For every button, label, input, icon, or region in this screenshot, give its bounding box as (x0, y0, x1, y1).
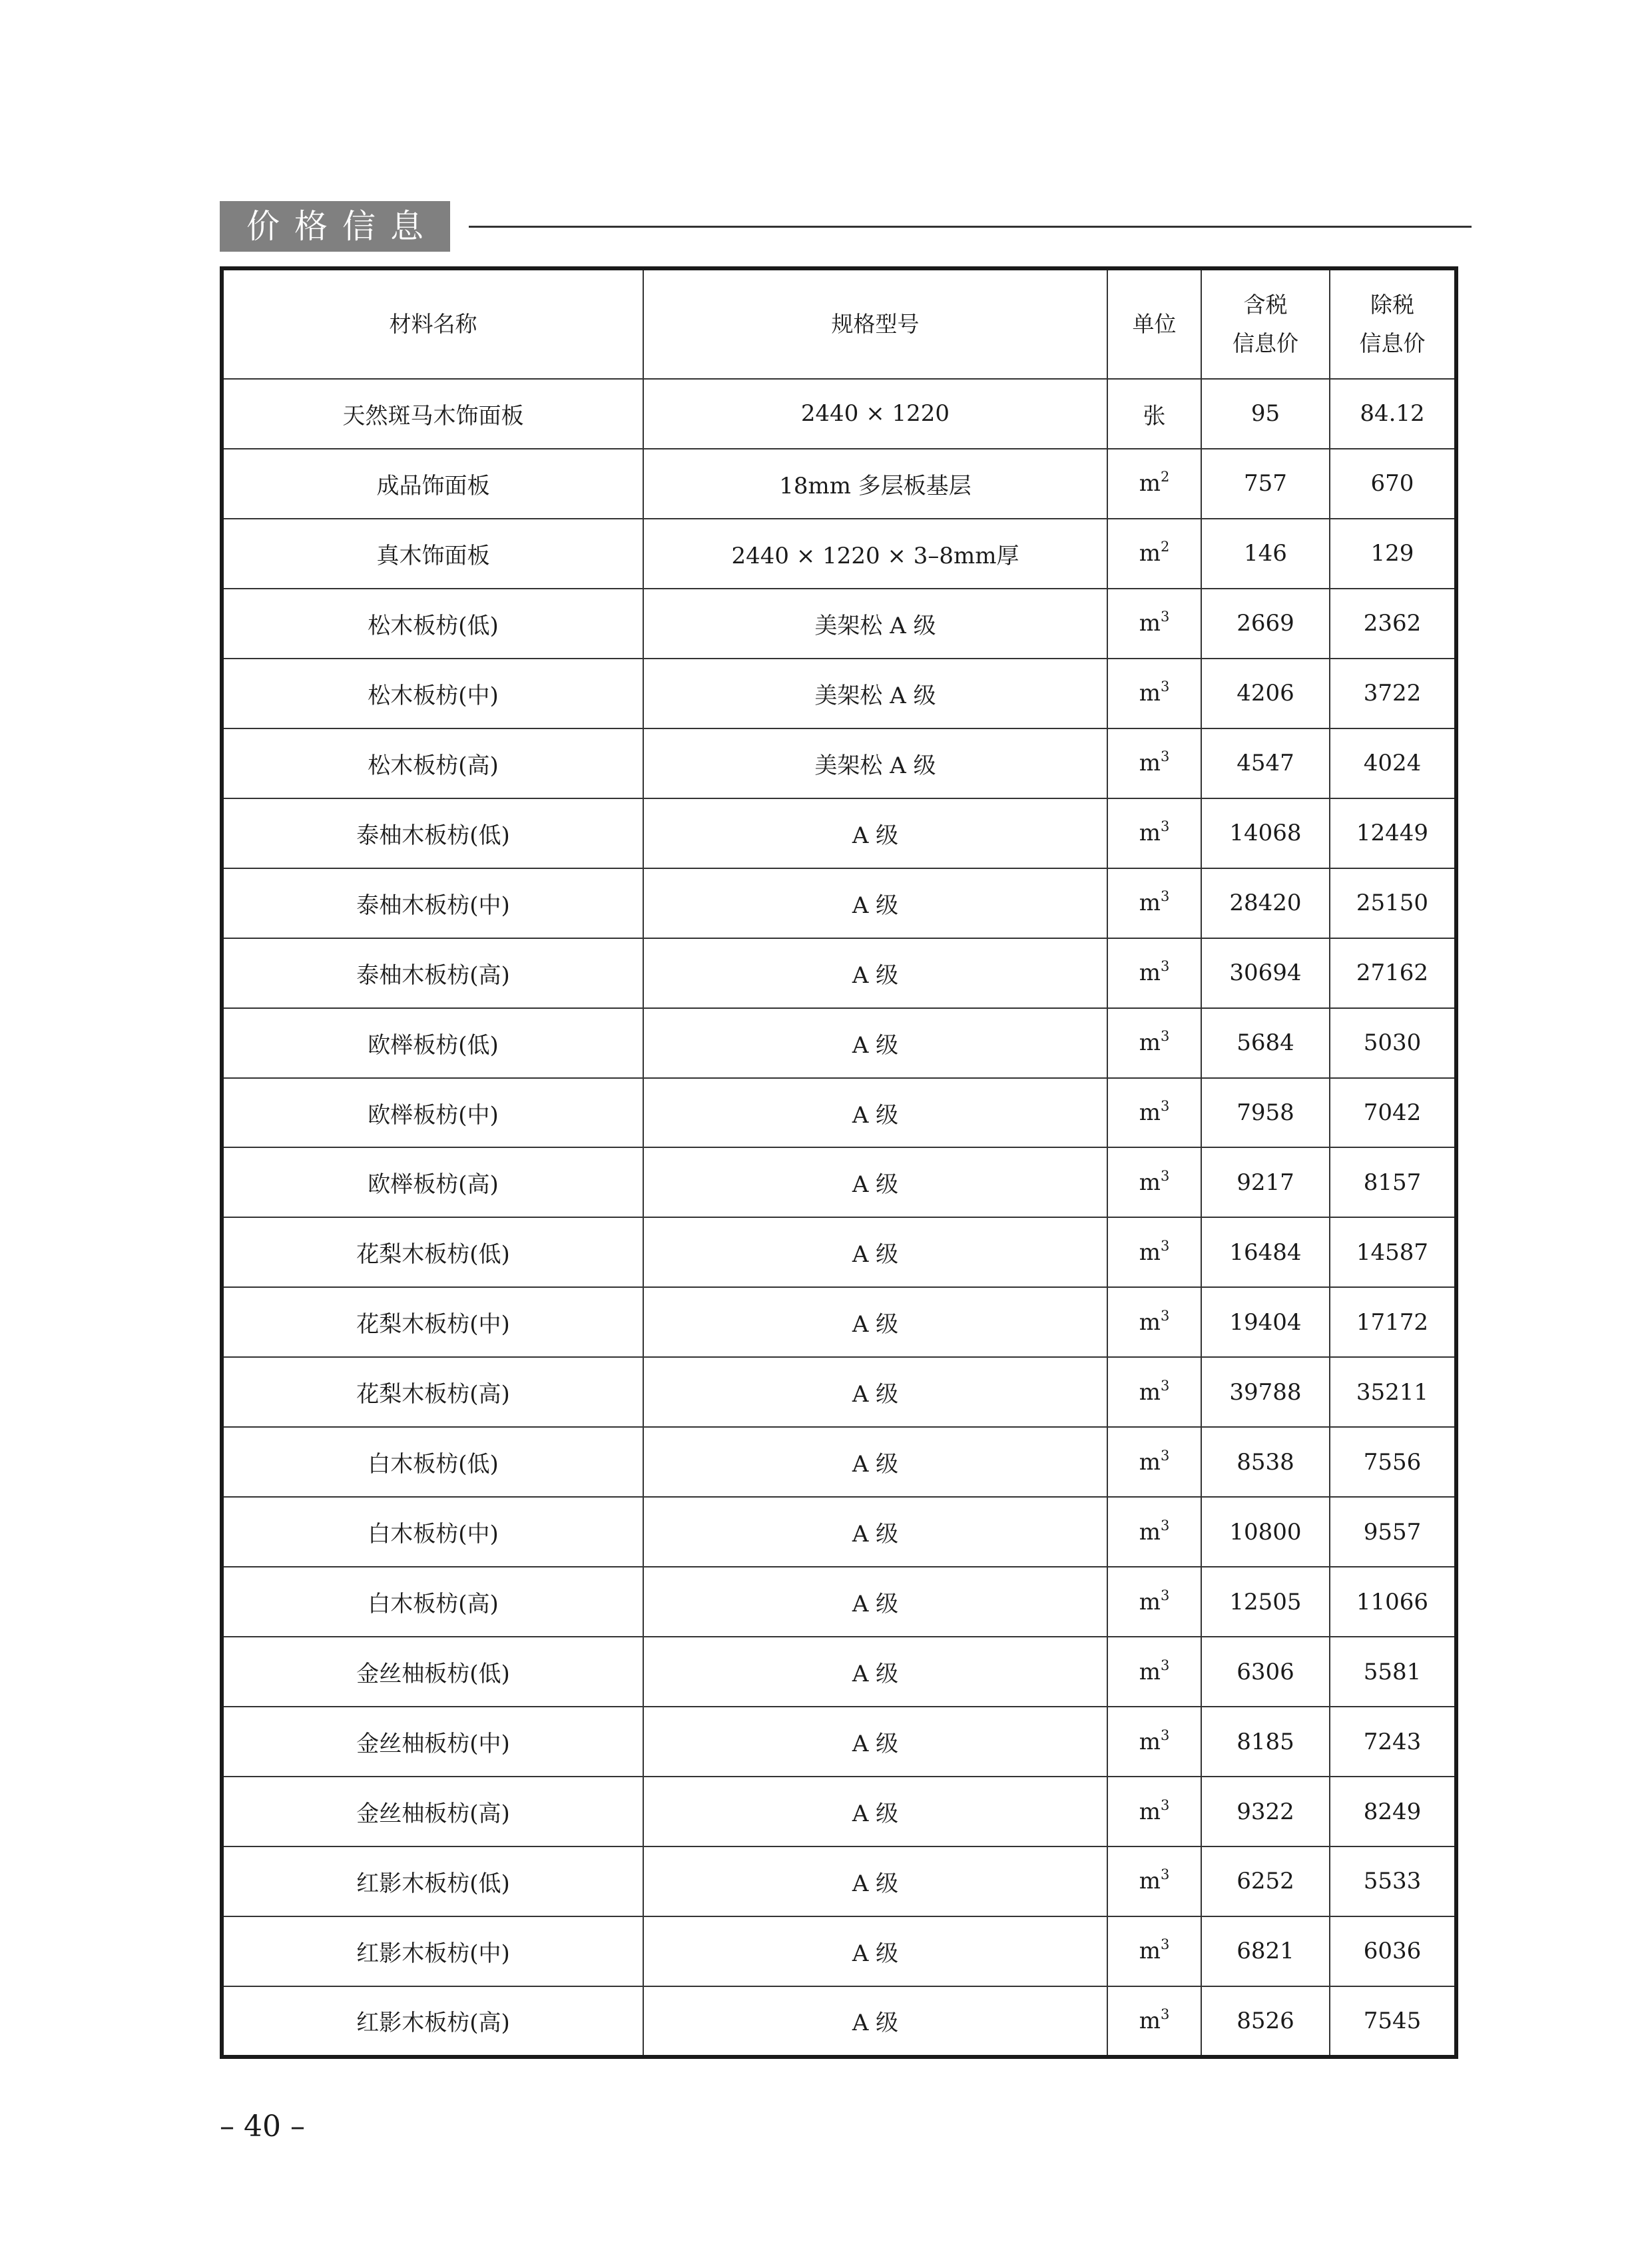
cell-spec: 美架松 A 级 (643, 659, 1107, 728)
unit-exponent: 3 (1160, 1028, 1170, 1045)
cell-material-name: 成品饰面板 (224, 449, 643, 519)
cell-tax-exclusive-price: 3722 (1330, 659, 1454, 728)
table-row (224, 449, 1454, 519)
cell-tax-exclusive-price: 8249 (1330, 1777, 1454, 1846)
cell-tax-exclusive-price: 25150 (1330, 868, 1454, 938)
cell-material-name: 泰柚木板枋(中) (224, 868, 643, 938)
cell-unit (1107, 728, 1201, 798)
cell-tax-exclusive-price: 11066 (1330, 1567, 1454, 1637)
cell-tax-inclusive-price: 16484 (1201, 1217, 1330, 1287)
table-row (224, 1777, 1454, 1846)
cell-spec: 美架松 A 级 (643, 728, 1107, 798)
header-tax-inclusive-price (1201, 270, 1330, 379)
unit-exponent: 3 (1160, 1098, 1170, 1114)
cell-unit (1107, 1986, 1201, 2055)
cell-tax-exclusive-price: 35211 (1330, 1357, 1454, 1427)
unit-text: m (1139, 820, 1161, 847)
table-row (224, 798, 1454, 868)
unit-exponent: 3 (1160, 1517, 1170, 1534)
cell-tax-inclusive-price: 146 (1201, 519, 1330, 589)
unit-text: m (1139, 1448, 1161, 1476)
unit-exponent: 3 (1160, 1447, 1170, 1464)
cell-material-name: 红影木板枋(中) (224, 1916, 643, 1986)
cell-material-name: 红影木板枋(高) (224, 1986, 643, 2055)
cell-tax-exclusive-price: 5533 (1330, 1846, 1454, 1916)
cell-unit (1107, 449, 1201, 519)
cell-tax-inclusive-price: 19404 (1201, 1287, 1330, 1357)
unit-exponent: 2 (1160, 539, 1170, 555)
cell-tax-exclusive-price: 4024 (1330, 728, 1454, 798)
unit-exponent: 3 (1160, 679, 1170, 695)
unit-exponent: 2 (1160, 469, 1170, 485)
unit-text: m (1139, 1658, 1161, 1685)
cell-unit (1107, 1357, 1201, 1427)
cell-unit (1107, 1287, 1201, 1357)
table-row (224, 728, 1454, 798)
table-row (224, 589, 1454, 659)
table-row (224, 1078, 1454, 1148)
table-row (224, 379, 1454, 449)
table-row (224, 659, 1454, 728)
cell-material-name: 金丝柚板枋(高) (224, 1777, 643, 1846)
cell-tax-exclusive-price: 7556 (1330, 1427, 1454, 1497)
cell-material-name: 欧榉板枋(高) (224, 1147, 643, 1217)
header-tax-exclusive-line2: 信息价 (1359, 330, 1426, 356)
unit-exponent: 3 (1160, 1936, 1170, 1953)
cell-tax-exclusive-price: 9557 (1330, 1497, 1454, 1567)
header-tax-exclusive-line1: 除税 (1370, 292, 1414, 318)
cell-tax-exclusive-price: 27162 (1330, 938, 1454, 1008)
cell-tax-inclusive-price: 6252 (1201, 1846, 1330, 1916)
unit-exponent: 3 (1160, 958, 1170, 975)
table-row (224, 1287, 1454, 1357)
table-row (224, 1147, 1454, 1217)
unit-text: m (1139, 1728, 1161, 1755)
cell-tax-inclusive-price: 2669 (1201, 589, 1330, 659)
unit-text: m (1139, 680, 1161, 707)
table-row (224, 1846, 1454, 1916)
cell-material-name: 花梨木板枋(低) (224, 1217, 643, 1287)
unit-exponent: 3 (1160, 1167, 1170, 1184)
unit-text: m (1139, 610, 1161, 637)
unit-text: m (1139, 470, 1161, 497)
cell-tax-inclusive-price: 30694 (1201, 938, 1330, 1008)
table-row (224, 1497, 1454, 1567)
cell-tax-exclusive-price: 129 (1330, 519, 1454, 589)
price-table (224, 270, 1454, 2055)
unit-text: m (1139, 960, 1161, 987)
cell-spec: 18mm 多层板基层 (643, 449, 1107, 519)
cell-tax-exclusive-price: 7545 (1330, 1986, 1454, 2055)
unit-text: 张 (1143, 402, 1166, 429)
cell-spec: 2440 × 1220 × 3–8mm厚 (643, 519, 1107, 589)
cell-material-name: 花梨木板枋(高) (224, 1357, 643, 1427)
cell-spec: 美架松 A 级 (643, 589, 1107, 659)
unit-text: m (1139, 540, 1161, 567)
section-label: 价格信息 (220, 201, 450, 252)
unit-exponent: 3 (1160, 888, 1170, 905)
unit-exponent: 3 (1160, 818, 1170, 835)
cell-unit (1107, 1846, 1201, 1916)
cell-spec: A 级 (643, 1008, 1107, 1078)
cell-material-name: 金丝柚板枋(中) (224, 1707, 643, 1777)
cell-tax-inclusive-price: 5684 (1201, 1008, 1330, 1078)
cell-tax-inclusive-price: 12505 (1201, 1567, 1330, 1637)
unit-exponent: 3 (1160, 1797, 1170, 1813)
table-row (224, 1427, 1454, 1497)
header-rule (469, 226, 1472, 228)
cell-tax-exclusive-price: 84.12 (1330, 379, 1454, 449)
cell-unit (1107, 1427, 1201, 1497)
unit-exponent: 3 (1160, 609, 1170, 625)
cell-unit (1107, 1777, 1201, 1846)
unit-text: m (1139, 1518, 1161, 1546)
unit-text: m (1139, 1308, 1161, 1336)
cell-unit (1107, 1916, 1201, 1986)
cell-tax-inclusive-price: 95 (1201, 379, 1330, 449)
cell-unit (1107, 1567, 1201, 1637)
cell-material-name: 泰柚木板枋(低) (224, 798, 643, 868)
table-row (224, 1637, 1454, 1707)
cell-material-name: 欧榉板枋(中) (224, 1078, 643, 1148)
cell-material-name: 松木板枋(低) (224, 589, 643, 659)
cell-unit (1107, 1497, 1201, 1567)
cell-material-name: 金丝柚板枋(低) (224, 1637, 643, 1707)
cell-material-name: 白木板枋(低) (224, 1427, 643, 1497)
cell-tax-inclusive-price: 757 (1201, 449, 1330, 519)
cell-tax-inclusive-price: 6821 (1201, 1916, 1330, 1986)
cell-unit (1107, 1147, 1201, 1217)
section-header (220, 201, 1472, 252)
unit-exponent: 3 (1160, 748, 1170, 765)
table-row (224, 938, 1454, 1008)
unit-exponent: 3 (1160, 1307, 1170, 1324)
page-number: – 40 – (220, 2110, 305, 2143)
cell-material-name: 泰柚木板枋(高) (224, 938, 643, 1008)
cell-spec: A 级 (643, 1846, 1107, 1916)
cell-tax-inclusive-price: 28420 (1201, 868, 1330, 938)
unit-text: m (1139, 750, 1161, 777)
cell-tax-exclusive-price: 7042 (1330, 1078, 1454, 1148)
unit-exponent: 3 (1160, 2006, 1170, 2022)
cell-spec: A 级 (643, 1567, 1107, 1637)
cell-tax-inclusive-price: 14068 (1201, 798, 1330, 868)
table-row (224, 1916, 1454, 1986)
cell-spec: 2440 × 1220 (643, 379, 1107, 449)
cell-tax-inclusive-price: 4206 (1201, 659, 1330, 728)
cell-tax-inclusive-price: 9322 (1201, 1777, 1330, 1846)
cell-tax-inclusive-price: 10800 (1201, 1497, 1330, 1567)
cell-unit (1107, 1707, 1201, 1777)
unit-exponent: 3 (1160, 1866, 1170, 1883)
cell-tax-inclusive-price: 4547 (1201, 728, 1330, 798)
unit-text: m (1139, 2007, 1161, 2034)
table-body (224, 379, 1454, 2055)
unit-text: m (1139, 1169, 1161, 1196)
unit-text: m (1139, 1239, 1161, 1266)
unit-text: m (1139, 1099, 1161, 1126)
cell-unit (1107, 1008, 1201, 1078)
cell-tax-exclusive-price: 6036 (1330, 1916, 1454, 1986)
cell-tax-exclusive-price: 8157 (1330, 1147, 1454, 1217)
cell-unit (1107, 938, 1201, 1008)
table-row (224, 1986, 1454, 2055)
cell-material-name: 松木板枋(高) (224, 728, 643, 798)
header-tax-inclusive-line2: 信息价 (1233, 330, 1298, 356)
table-row (224, 868, 1454, 938)
cell-spec: A 级 (643, 938, 1107, 1008)
cell-tax-exclusive-price: 12449 (1330, 798, 1454, 868)
cell-tax-inclusive-price: 9217 (1201, 1147, 1330, 1217)
cell-unit (1107, 379, 1201, 449)
unit-exponent: 3 (1160, 1587, 1170, 1603)
cell-spec: A 级 (643, 1147, 1107, 1217)
cell-tax-inclusive-price: 6306 (1201, 1637, 1330, 1707)
cell-unit (1107, 1078, 1201, 1148)
cell-material-name: 松木板枋(中) (224, 659, 643, 728)
cell-spec: A 级 (643, 868, 1107, 938)
unit-exponent: 3 (1160, 1237, 1170, 1254)
cell-spec: A 级 (643, 1357, 1107, 1427)
header-tax-exclusive-price (1330, 270, 1454, 379)
cell-tax-exclusive-price: 2362 (1330, 589, 1454, 659)
cell-spec: A 级 (643, 798, 1107, 868)
cell-unit (1107, 1637, 1201, 1707)
table-row (224, 1707, 1454, 1777)
table-row (224, 1008, 1454, 1078)
cell-unit (1107, 519, 1201, 589)
cell-unit (1107, 798, 1201, 868)
table-row (224, 519, 1454, 589)
unit-text: m (1139, 1798, 1161, 1825)
cell-tax-inclusive-price: 8526 (1201, 1986, 1330, 2055)
header-tax-inclusive-line1: 含税 (1243, 292, 1288, 318)
cell-spec: A 级 (643, 1217, 1107, 1287)
unit-exponent: 3 (1160, 1727, 1170, 1743)
table-row (224, 1217, 1454, 1287)
cell-tax-exclusive-price: 5581 (1330, 1637, 1454, 1707)
cell-tax-inclusive-price: 39788 (1201, 1357, 1330, 1427)
cell-material-name: 欧榉板枋(低) (224, 1008, 643, 1078)
cell-spec: A 级 (643, 1707, 1107, 1777)
unit-exponent: 3 (1160, 1377, 1170, 1394)
cell-spec: A 级 (643, 1427, 1107, 1497)
unit-text: m (1139, 1938, 1161, 1965)
table-row (224, 1567, 1454, 1637)
cell-spec: A 级 (643, 1287, 1107, 1357)
unit-exponent: 3 (1160, 1657, 1170, 1673)
cell-material-name: 花梨木板枋(中) (224, 1287, 643, 1357)
cell-tax-inclusive-price: 7958 (1201, 1078, 1330, 1148)
cell-tax-inclusive-price: 8538 (1201, 1427, 1330, 1497)
cell-spec: A 级 (643, 1637, 1107, 1707)
header-spec: 规格型号 (643, 270, 1107, 379)
cell-material-name: 红影木板枋(低) (224, 1846, 643, 1916)
price-table-frame (220, 266, 1458, 2059)
cell-unit (1107, 1217, 1201, 1287)
unit-text: m (1139, 1029, 1161, 1057)
cell-spec: A 级 (643, 1777, 1107, 1846)
cell-tax-exclusive-price: 14587 (1330, 1217, 1454, 1287)
table-header-row (224, 270, 1454, 379)
header-material-name: 材料名称 (224, 270, 643, 379)
cell-spec: A 级 (643, 1916, 1107, 1986)
unit-text: m (1139, 1378, 1161, 1406)
cell-unit (1107, 868, 1201, 938)
cell-material-name: 真木饰面板 (224, 519, 643, 589)
cell-material-name: 白木板枋(中) (224, 1497, 643, 1567)
cell-tax-inclusive-price: 8185 (1201, 1707, 1330, 1777)
cell-spec: A 级 (643, 1986, 1107, 2055)
cell-tax-exclusive-price: 7243 (1330, 1707, 1454, 1777)
cell-tax-exclusive-price: 670 (1330, 449, 1454, 519)
cell-spec: A 级 (643, 1497, 1107, 1567)
cell-unit (1107, 659, 1201, 728)
cell-tax-exclusive-price: 5030 (1330, 1008, 1454, 1078)
unit-text: m (1139, 1868, 1161, 1895)
unit-text: m (1139, 890, 1161, 917)
unit-text: m (1139, 1588, 1161, 1615)
cell-tax-exclusive-price: 17172 (1330, 1287, 1454, 1357)
cell-material-name: 白木板枋(高) (224, 1567, 643, 1637)
cell-spec: A 级 (643, 1078, 1107, 1148)
cell-unit (1107, 589, 1201, 659)
header-unit: 单位 (1107, 270, 1201, 379)
cell-material-name: 天然斑马木饰面板 (224, 379, 643, 449)
table-row (224, 1357, 1454, 1427)
